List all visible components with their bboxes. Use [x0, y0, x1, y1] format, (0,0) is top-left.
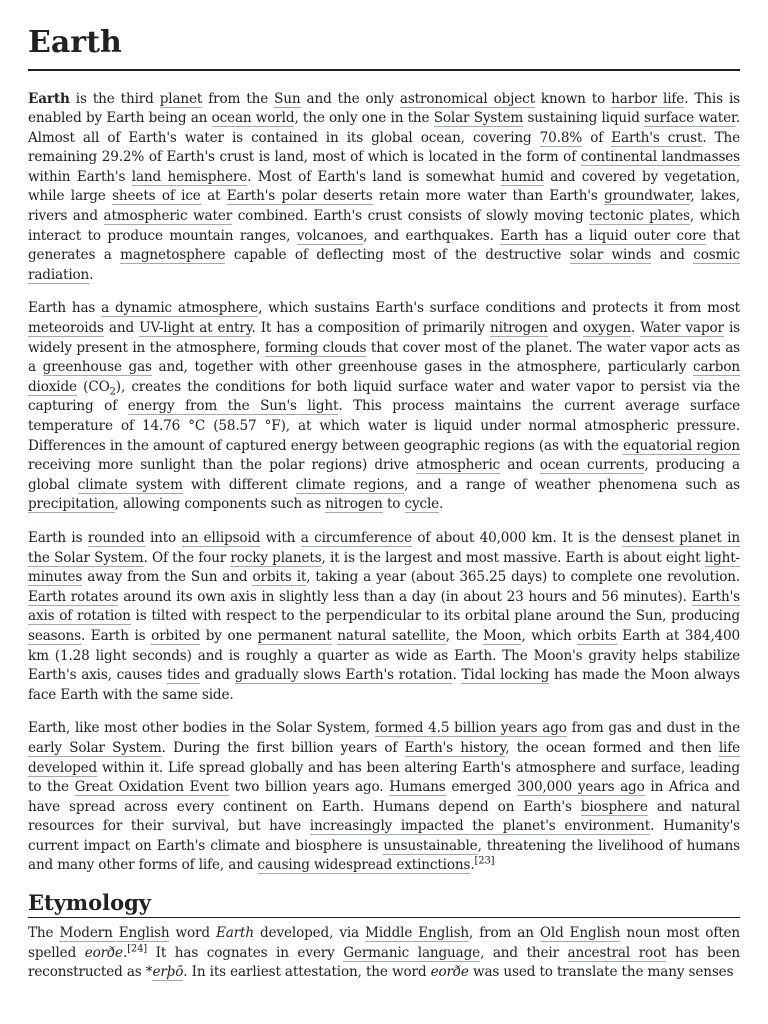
text-run: away from the Sun and — [82, 569, 253, 586]
wiki-link[interactable]: life developed — [28, 739, 740, 776]
text-run: and natural resources for their survival, but have — [28, 798, 740, 835]
text-run: Earth has — [28, 300, 102, 317]
wiki-link[interactable]: equatorial region — [623, 437, 740, 454]
text-run: was used to translate the many senses — [468, 964, 734, 981]
text-run: is tilted with respect to the perpendicular to its orbital plane around the Sun, producing — [130, 608, 740, 625]
wiki-link[interactable]: climate system — [77, 476, 183, 493]
wiki-link[interactable]: Earth rotates — [28, 588, 119, 605]
text-run: combined. Earth's crust consists of slowly moving — [232, 208, 590, 225]
wiki-link[interactable]: orbits — [577, 627, 617, 644]
citation-ref[interactable]: [23] — [474, 855, 495, 867]
wiki-link[interactable]: forming clouds — [264, 339, 367, 356]
text-run: within it. Life spread globally and has been altering Earth's atmosphere and surface, leading to the — [28, 759, 740, 796]
text-run: . Most of Earth's land is somewhat — [247, 168, 502, 185]
text-run: , allowing components such as — [114, 496, 326, 513]
wiki-link[interactable]: 300,000 years ago — [516, 779, 645, 796]
wiki-link[interactable]: rocky planets — [230, 549, 322, 566]
wiki-link[interactable]: precipitation — [28, 496, 115, 513]
text-run: , the — [445, 627, 484, 644]
text-run: The — [28, 925, 60, 942]
wiki-link[interactable]: an ellipsoid — [181, 529, 261, 546]
wiki-link[interactable]: harbor life — [611, 90, 685, 107]
wiki-link[interactable]: land hemisphere — [131, 168, 248, 185]
text-run: , and their — [480, 944, 568, 961]
wiki-link[interactable]: solar winds — [569, 247, 652, 264]
intro-paragraph-2 — [28, 299, 740, 515]
text-run: is widely present in the atmosphere, — [28, 320, 740, 356]
citation-ref[interactable]: [24] — [127, 943, 148, 955]
intro-paragraph-4 — [28, 719, 740, 876]
text-run: by one — [200, 627, 258, 644]
wiki-link[interactable]: cycle — [404, 496, 440, 513]
wiki-link[interactable]: humid — [501, 168, 544, 185]
text-run: of — [582, 129, 612, 146]
text-run: into — [144, 529, 182, 546]
wiki-link[interactable]: permanent — [257, 627, 332, 644]
wiki-link[interactable]: orbits it — [252, 569, 307, 586]
wiki-link[interactable]: Earth's polar deserts — [226, 188, 373, 205]
wiki-link[interactable]: 70.8% — [539, 129, 583, 146]
text-run: Earth, like most other bodies in the Solar System, — [28, 720, 375, 737]
wiki-link[interactable]: nitrogen — [325, 496, 383, 513]
wiki-link[interactable]: densest planet in the Solar System — [28, 529, 740, 566]
wiki-link[interactable]: Middle English — [365, 925, 470, 942]
wiki-link[interactable]: seasons — [28, 627, 81, 644]
text-run: , it is the largest and most massive. Earth is about eight — [321, 549, 705, 566]
text-run: Earth at 384,400 km (1.28 light seconds) and is roughly a quarter as wide as Earth. The Moon's gravity helps stabilize Earth's axis, causes — [28, 627, 741, 684]
text-run: , threatening the livelihood of humans and many other forms of life, and — [28, 837, 741, 874]
wiki-link[interactable]: UV-light at entry — [139, 320, 252, 337]
wiki-link[interactable]: Humans — [389, 779, 446, 796]
wiki-link[interactable]: Great Oxidation Event — [74, 779, 229, 796]
text-run: receiving more sunlight than the polar regions) drive — [28, 457, 417, 474]
wiki-link[interactable]: planet — [159, 90, 203, 107]
wiki-link[interactable]: volcanoes — [296, 227, 364, 244]
wiki-link[interactable]: gradually slows Earth's rotation — [234, 667, 453, 684]
text-run: . It has a composition of primarily — [251, 320, 491, 337]
text-run: emerged — [445, 779, 517, 796]
section-heading-etymology: Etymology — [28, 890, 740, 918]
text-run: has been reconstructed as * — [28, 944, 740, 981]
wiki-link[interactable]: atmospheric — [416, 457, 501, 474]
wiki-link[interactable]: Old English — [539, 925, 621, 942]
text-run: , the ocean formed and then — [505, 739, 719, 756]
text-run: , taking a year (about 365.25 days) to complete one revolution. — [306, 569, 741, 586]
wiki-link[interactable]: atmospheric water — [103, 208, 233, 225]
text-run: , and earthquakes. — [363, 227, 501, 244]
text-run: and — [651, 247, 694, 264]
text-run: . — [439, 496, 444, 513]
wiki-link[interactable]: nitrogen — [490, 320, 548, 337]
wiki-link[interactable]: Water vapor — [640, 320, 724, 337]
wiki-link[interactable]: ancestral root — [567, 944, 667, 961]
wiki-link[interactable]: astronomical object — [399, 90, 535, 107]
wiki-link[interactable]: Germanic language — [343, 944, 481, 961]
wiki-link[interactable]: tectonic plates — [589, 208, 690, 225]
text-run: and covered by vegetation, while large — [28, 168, 740, 205]
wiki-link[interactable]: Earth's history — [404, 739, 506, 756]
text-run: (CO — [76, 378, 110, 395]
wiki-link[interactable]: a dynamic atmosphere — [101, 300, 259, 317]
wiki-link[interactable]: greenhouse gas — [42, 359, 152, 376]
page-title: Earth — [28, 22, 740, 71]
wiki-link[interactable]: Moon — [483, 627, 522, 644]
wiki-link[interactable]: ocean world — [211, 110, 295, 127]
text-run: , the only one in the — [294, 110, 434, 127]
text-run: . — [122, 944, 128, 961]
text-run: , producing a global — [28, 457, 740, 493]
wiki-link[interactable]: erþō — [152, 964, 184, 981]
text-run: and, together with other greenhouse gases in the atmosphere, particularly — [151, 359, 694, 376]
text-run: and — [500, 457, 540, 474]
text-run: to — [382, 496, 405, 513]
text-run: . Of the four — [143, 549, 231, 566]
text-run: is the third — [69, 90, 160, 107]
text-run: . — [452, 667, 462, 684]
wiki-link[interactable]: energy from the Sun's light — [127, 398, 339, 415]
wiki-link[interactable]: orbited — [151, 627, 201, 644]
wiki-link[interactable]: early Solar System — [28, 739, 162, 756]
text-run: . During the first billion years of — [161, 739, 405, 756]
text-run: , which interact to produce mountain ranges, — [28, 208, 740, 244]
text-run: known to — [534, 90, 612, 107]
wiki-link[interactable]: formed 4.5 billion years ago — [374, 720, 567, 737]
text-run: retain more water than Earth's — [372, 188, 605, 205]
wiki-link[interactable]: natural satellite — [337, 627, 446, 644]
wiki-link[interactable]: increasingly impacted the planet's environment — [309, 818, 651, 835]
wiki-link[interactable]: continental landmasses — [580, 149, 740, 166]
wiki-link[interactable]: oxygen — [582, 320, 631, 337]
text-run: capable of deflecting most of the destructive — [225, 247, 570, 264]
italic-term: Earth — [215, 925, 254, 942]
text-run: . This process maintains the current average surface temperature of 14.76 °C (58.57 °F), at which water is liquid under normal atmospheric pressure. Differences in the amount of captured energy between geographic regions (as with the — [28, 398, 740, 454]
wiki-link[interactable]: a circumference — [300, 529, 412, 546]
text-run: within Earth's — [28, 168, 132, 185]
text-run: word — [169, 925, 216, 942]
wiki-link[interactable]: biosphere — [580, 798, 648, 815]
intro-paragraph-3 — [28, 529, 740, 705]
text-run: , and a range of weather phenomena such as — [404, 476, 740, 493]
wiki-link[interactable]: cosmic radiation — [28, 247, 740, 283]
text-run: . — [89, 266, 94, 283]
wiki-link[interactable]: Earth has a liquid outer core — [500, 227, 707, 244]
text-run: at — [200, 188, 227, 205]
text-run: It has cognates in every — [147, 944, 344, 961]
text-run: developed, via — [253, 925, 366, 942]
wiki-link[interactable]: causing widespread extinctions — [257, 857, 471, 874]
text-run: . This is enabled by Earth being an — [28, 90, 740, 127]
text-run: that cover most of the planet. The water vapor acts as a — [28, 339, 740, 376]
wiki-link[interactable]: Tidal locking — [461, 667, 550, 684]
text-run: in Africa and have spread across every continent on Earth. Humans depend on Earth's — [28, 779, 740, 815]
text-run: . — [470, 857, 475, 874]
italic-term: eorðe — [84, 944, 123, 961]
wiki-link[interactable]: Sun — [274, 90, 301, 107]
italic-term: eorðe — [430, 964, 469, 981]
text-run: has made the Moon always face Earth with the same side. — [28, 667, 740, 703]
wiki-link[interactable]: magnetosphere — [120, 247, 226, 264]
wiki-link[interactable]: ocean currents — [539, 457, 645, 474]
text-run: with — [260, 529, 301, 546]
text-run: sustaining liquid — [523, 110, 645, 127]
text-run: , lakes, rivers and — [28, 188, 740, 225]
text-run: from the — [202, 90, 275, 107]
text-run: that generates a — [28, 227, 740, 264]
text-run: and — [199, 667, 235, 684]
etymology-paragraph — [28, 924, 740, 983]
text-run: and — [103, 320, 140, 337]
wiki-link[interactable]: sheets of ice — [112, 188, 201, 205]
wiki-link[interactable]: groundwater — [604, 188, 691, 205]
wiki-link[interactable]: surface water — [644, 110, 736, 127]
text-run: of about 40,000 km. It is the — [411, 529, 622, 546]
text-run: , which sustains Earth's surface conditions and protects it from most — [258, 300, 740, 317]
text-run: with different — [182, 476, 296, 493]
wiki-link[interactable]: Earth's axis of rotation — [28, 588, 740, 625]
wiki-link[interactable]: Earth's crust — [611, 129, 703, 146]
text-run: and — [547, 320, 583, 337]
text-run: , from an — [469, 925, 540, 942]
text-run: Earth is — [28, 529, 88, 546]
subscript: 2 — [109, 386, 116, 398]
text-run: . In its earliest attestation, the word — [183, 964, 431, 981]
wiki-link[interactable]: unsustainable — [383, 837, 478, 854]
wiki-link[interactable]: Solar System — [433, 110, 524, 127]
text-run: ), creates the conditions for both liquid surface water and water vapor to persist via the capturing of — [28, 378, 740, 415]
wiki-link[interactable]: rounded — [87, 529, 145, 546]
wiki-link[interactable]: tides — [167, 667, 200, 684]
wiki-link[interactable]: carbon dioxide — [28, 359, 740, 395]
bold-term: Earth — [28, 90, 70, 107]
text-run: from gas and dust in the — [566, 720, 740, 737]
text-run: two billion years ago. — [228, 779, 390, 796]
text-run: . Almost all of Earth's water is contained in its global ocean, covering — [28, 110, 740, 146]
wiki-link[interactable]: climate regions — [295, 476, 405, 493]
text-run: . The remaining 29.2% of Earth's crust is land, most of which is located in the form of — [28, 129, 741, 166]
wiki-link[interactable]: light-minutes — [28, 549, 740, 586]
text-run: . Earth is — [80, 627, 152, 644]
text-run: . Humanity's current impact on Earth's climate and biosphere is — [28, 818, 741, 854]
text-run: . — [630, 320, 641, 337]
wiki-link[interactable]: meteoroids — [28, 320, 104, 337]
text-run: and the only — [300, 90, 400, 107]
text-run: noun most often spelled — [28, 925, 741, 961]
wiki-link[interactable]: Modern English — [59, 925, 170, 942]
intro-paragraph-1 — [28, 90, 740, 286]
text-run: around its own axis in slightly less than a day (in about 23 hours and 56 minutes). — [118, 588, 692, 605]
text-run: , which — [521, 627, 578, 644]
